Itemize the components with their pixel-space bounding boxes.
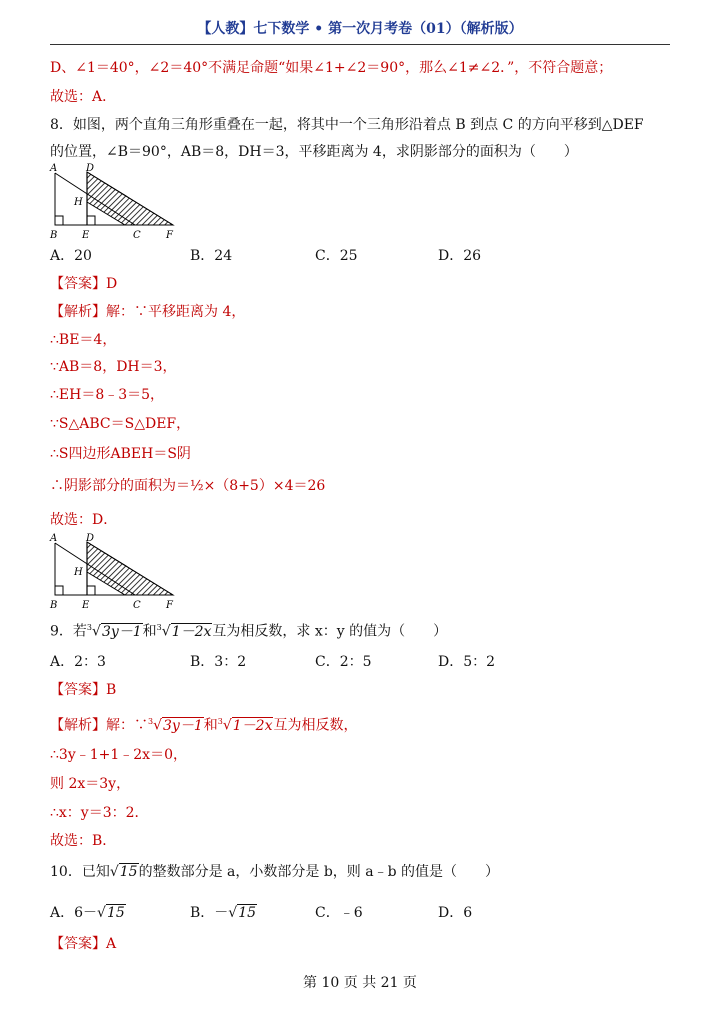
q8r-label-b: B bbox=[50, 600, 58, 611]
q9-analysis-radicand-2: 1－2x bbox=[232, 717, 273, 734]
q8-triangle-figure bbox=[48, 160, 183, 242]
q9-option-c: C．2：5 bbox=[315, 654, 372, 670]
q8-label-b: B bbox=[50, 230, 58, 241]
q10-option-d: D．6 bbox=[438, 905, 473, 921]
q8-option-c: C．25 bbox=[315, 248, 358, 264]
q8-stem-line2: 的位置，∠B＝90°，AB＝8，DH＝3，平移距离为 4，求阴影部分的面积为（ ） bbox=[50, 144, 578, 160]
q8r-label-h: H bbox=[74, 567, 83, 578]
q8-analysis-line1: 【解析】解：∵平移距离为 4， bbox=[50, 304, 246, 320]
q8-label-e: E bbox=[82, 230, 90, 241]
q10-radicand: 15 bbox=[119, 864, 138, 880]
q9-stem-and: 和 bbox=[142, 623, 157, 640]
q8-option-a: A．20 bbox=[50, 248, 92, 264]
q8-label-a: A bbox=[50, 163, 58, 174]
q8r-label-e: E bbox=[82, 600, 90, 611]
q8-option-d: D．26 bbox=[438, 248, 482, 264]
q8r-label-d: D bbox=[86, 533, 95, 544]
q9-analysis-radicand-1: 3y－1 bbox=[163, 717, 203, 734]
q9-stem-post: 互为相反数，求 x：y 的值为（ ） bbox=[212, 623, 448, 640]
q9-stem: 9．若$^3$√3y－1和$^3$√1－2x互为相反数，求 x：y 的值为（ ） bbox=[50, 623, 448, 640]
page-footer: 第 10 页 共 21 页 bbox=[303, 975, 417, 991]
q8r-label-a: A bbox=[50, 533, 58, 544]
q8-analysis-line3: ∵AB＝8，DH＝3， bbox=[50, 359, 177, 375]
q8-label-f: F bbox=[166, 230, 173, 241]
q10-stem-post: 的整数部分是 a，小数部分是 b，则 a﹣b 的值是（ ） bbox=[138, 864, 499, 880]
q8-analysis-line7: ∴阴影部分的面积为＝½×（8+5）×4＝26 bbox=[50, 478, 326, 494]
q8-option-b: B．24 bbox=[190, 248, 233, 264]
q8r-label-f: F bbox=[166, 600, 173, 611]
q7-conclusion: 故选：A． bbox=[50, 89, 117, 105]
q8r-label-c: C bbox=[133, 600, 141, 611]
q8-answer: 【答案】D bbox=[50, 276, 118, 292]
q9-analysis-line2: ∴3y﹣1+1﹣2x＝0， bbox=[50, 747, 187, 763]
q8-label-h: H bbox=[74, 197, 83, 208]
q9-conclusion: 故选：B． bbox=[50, 833, 117, 849]
q9-analysis-and: 和 bbox=[203, 717, 218, 734]
q9-radicand-1: 3y－1 bbox=[101, 623, 142, 640]
q10-stem-pre: 10．已知 bbox=[50, 864, 110, 880]
page-header-title: 【人教】七下数学 • 第一次月考卷（01）（解析版） bbox=[197, 21, 523, 37]
q8-analysis-line5: ∵S△ABC＝S△DEF， bbox=[50, 416, 191, 432]
q10-option-c: C．﹣6 bbox=[315, 905, 363, 921]
q10-stem: 10．已知√15的整数部分是 a，小数部分是 b，则 a﹣b 的值是（ ） bbox=[50, 864, 499, 880]
q8-label-d: D bbox=[86, 163, 95, 174]
q9-option-d: D．5：2 bbox=[438, 654, 496, 670]
q9-radicand-2: 1－2x bbox=[171, 623, 212, 640]
q9-analysis-line4: ∴x：y＝3：2． bbox=[50, 805, 149, 821]
q8-label-c: C bbox=[133, 230, 141, 241]
q8-analysis-line4: ∴EH＝8﹣3＝5， bbox=[50, 387, 165, 403]
q8-triangle-figure-repeat bbox=[48, 530, 183, 612]
q8-analysis-line2: ∴BE＝4， bbox=[50, 332, 117, 348]
q9-answer: 【答案】B bbox=[50, 682, 117, 698]
q9-analysis-post: 互为相反数， bbox=[273, 717, 358, 734]
q9-analysis-line1: 【解析】解：∵$^3$√3y－1和$^3$√1－2x互为相反数， bbox=[50, 717, 358, 734]
header-rule bbox=[50, 44, 670, 45]
q10-option-a: A．6－√15 bbox=[50, 905, 125, 921]
q7-option-d-analysis: D、∠1＝40°，∠2＝40°不满足命题“如果∠1+∠2＝90°，那么∠1≠∠2．”，不符合题意； bbox=[50, 60, 613, 76]
q8-stem-line1: 8．如图，两个直角三角形重叠在一起，将其中一个三角形沿着点 B 到点 C 的方向平移到△DEF bbox=[50, 117, 644, 133]
q10-answer: 【答案】A bbox=[50, 936, 117, 952]
q9-option-a: A．2：3 bbox=[50, 654, 106, 670]
q9-option-b: B．3：2 bbox=[190, 654, 247, 670]
q9-analysis-line3: 则 2x＝3y， bbox=[50, 776, 131, 792]
q8-conclusion: 故选：D． bbox=[50, 512, 118, 528]
q10-option-b: B．－√15 bbox=[190, 905, 257, 921]
q8-analysis-line6: ∴S四边形ABEH＝S阴 bbox=[50, 446, 191, 462]
q9-stem-pre: 9．若 bbox=[50, 623, 87, 640]
q9-analysis-pre: 【解析】解：∵ bbox=[50, 717, 148, 734]
